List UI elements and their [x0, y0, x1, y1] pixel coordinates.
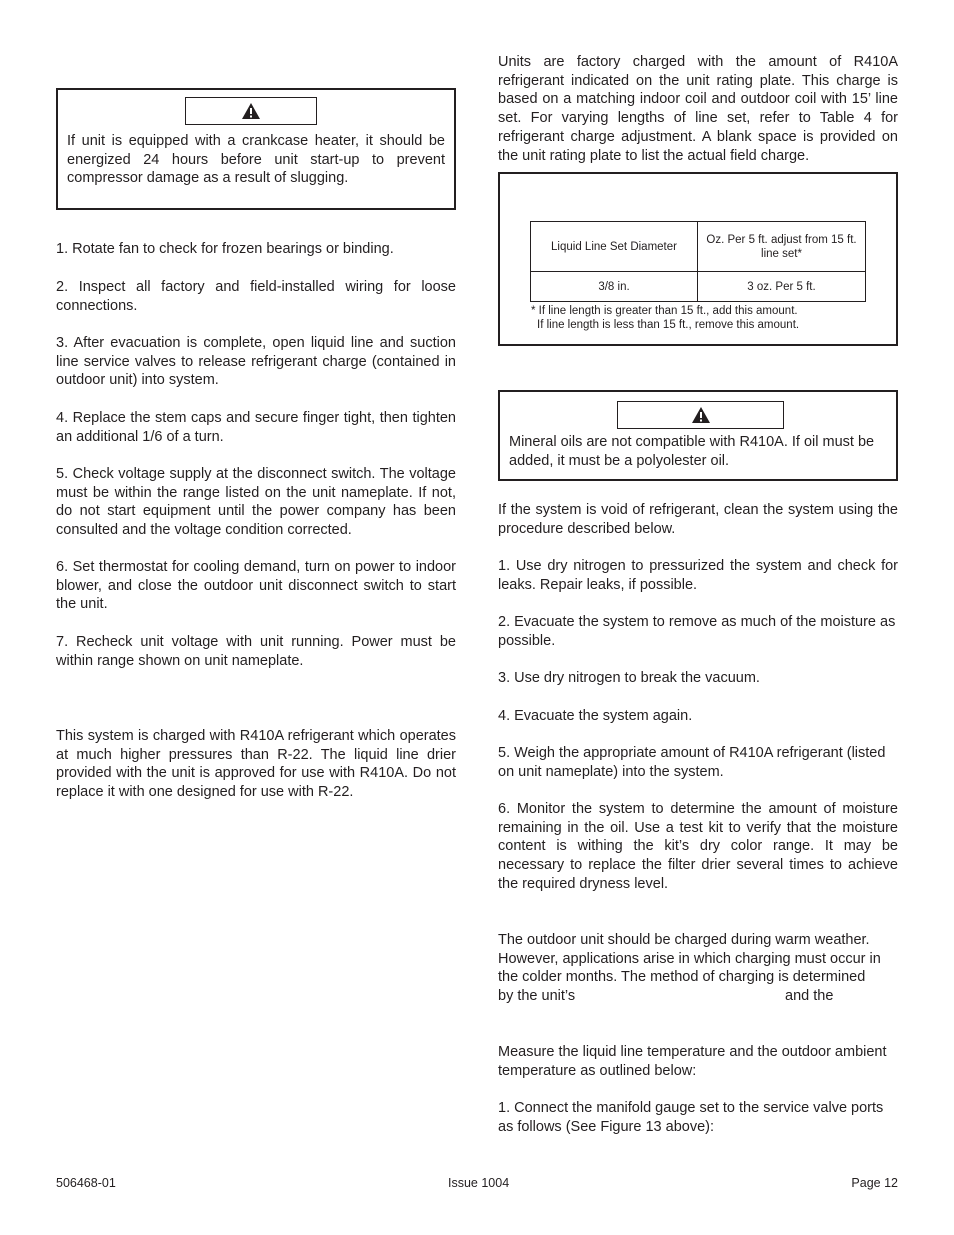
table-footnote-1: * If line length is greater than 15 ft., add this amount. [531, 305, 798, 317]
header-liquid-line-diameter: Liquid Line Set Diameter [531, 222, 698, 272]
page-number: Page 12 [851, 1176, 898, 1190]
r410a-paragraph: This system is charged with R410A refrigerant which operates at much higher pressures than R-22. The liquid line drier provided with the unit is approved for use with R410A. Do not replace it with one designed for use with R-22. [56, 728, 456, 801]
step-5: 5. Check voltage supply at the disconnect switch. The voltage must be within the range listed on the unit nameplate. If not, do not start equipment until the power company has been consulted and the voltage condition corrected. [56, 466, 456, 539]
warning-icon [241, 102, 261, 120]
step-7: 7. Recheck unit voltage with unit running. Power must be within range shown on unit nameplate. [56, 634, 456, 669]
clean-step-6: 6. Monitor the system to determine the amount of moisture remaining in the oil. Use a test kit to verify that the moisture content is withing the kit’s dry color range. It may be necessary to replace the filter drier several times to achieve the required dryness level. [498, 801, 898, 892]
clean-step-5: 5. Weigh the appropriate amount of R410A refrigerant (listed on unit nameplate) into the system. [498, 745, 886, 780]
step-2: 2. Inspect all factory and field-installed wiring for loose connections. [56, 279, 456, 314]
factory-charge-paragraph: Units are factory charged with the amount of R410A refrigerant indicated on the unit rating plate. This charge is based on a matching indoor coil and outdoor coil with 15’ line set. For varying lengths of line set, refer to Table 4 for refrigerant charge adjustment. A blank space is provided on the unit rating plate to list the actual field charge. [498, 54, 898, 164]
charging-line-3: the colder months. The method of charging is determined [498, 969, 866, 986]
clean-step-3: 3. Use dry nitrogen to break the vacuum. [498, 670, 760, 686]
cell-diameter: 3/8 in. [531, 272, 698, 302]
crankcase-warning-text: If unit is equipped with a crankcase heater, it should be energized 24 hours before unit start-up to prevent compressor damage as a result of slugging. [67, 133, 445, 187]
charging-line-1: The outdoor unit should be charged during warm weather. [498, 932, 870, 948]
header-oz-per-5ft: Oz. Per 5 ft. adjust from 15 ft. line set* [698, 222, 866, 272]
measure-paragraph: Measure the liquid line temperature and the outdoor ambient temperature as outlined below: [498, 1044, 887, 1079]
step-6: 6. Set thermostat for cooling demand, turn on power to indoor blower, and close the outdoor unit disconnect switch to start the unit. [56, 559, 456, 613]
oil-warning-text: Mineral oils are not compatible with R410A. If oil must be added, it must be a polyolester oil. [509, 434, 875, 469]
crankcase-warning-box [56, 88, 456, 210]
warning-label [617, 401, 784, 429]
oil-warning-box [498, 390, 898, 481]
clean-step-1: 1. Use dry nitrogen to pressurized the system and check for leaks. Repair leaks, if possible. [498, 558, 898, 593]
charging-line-2: However, applications arise in which charging must occur in [498, 950, 881, 967]
charging-line-4a: by the unit’s [498, 988, 576, 1005]
table-header-row [531, 222, 866, 272]
step-1: 1. Rotate fan to check for frozen bearings or binding. [56, 241, 394, 257]
cell-adjustment: 3 oz. Per 5 ft. [698, 272, 866, 302]
table-footnote-2: If line length is less than 15 ft., remove this amount. [537, 319, 800, 331]
clean-step-4: 4. Evacuate the system again. [498, 708, 693, 724]
warning-icon [691, 406, 711, 424]
charging-line-4b: and the [785, 988, 834, 1005]
table-row [531, 272, 866, 302]
step-3: 3. After evacuation is complete, open liquid line and suction line service valves to release refrigerant charge (contained in outdoor unit) into system. [56, 335, 456, 389]
charging-paragraph [498, 931, 898, 1006]
clean-step-2: 2. Evacuate the system to remove as much of the moisture as possible. [498, 614, 896, 649]
step-4: 4. Replace the stem caps and secure finger tight, then tighten an additional 1/6 of a turn. [56, 410, 456, 445]
void-intro: If the system is void of refrigerant, clean the system using the procedure described below. [498, 502, 898, 537]
charging-line-4 [498, 987, 898, 1006]
document-number: 506468-01 [56, 1176, 116, 1190]
line-set-adjustment-table [530, 221, 866, 302]
issue-number: Issue 1004 [448, 1176, 510, 1190]
warning-label [185, 97, 317, 125]
connect-step: 1. Connect the manifold gauge set to the service valve ports as follows (See Figure 13 above): [498, 1100, 884, 1135]
